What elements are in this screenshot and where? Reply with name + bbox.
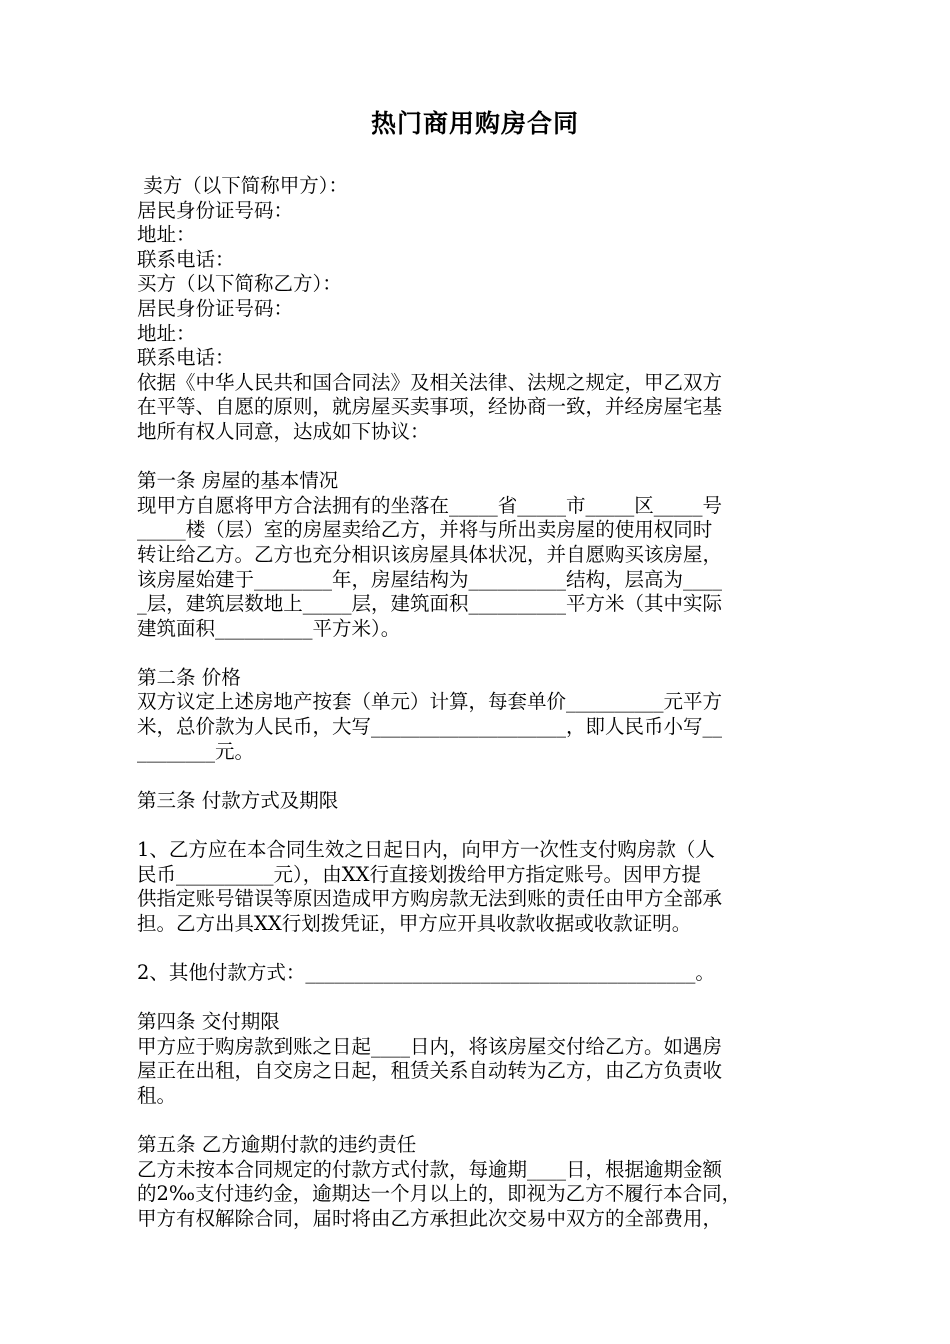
text-line: 屋正在出租，自交房之日起，租赁关系自动转为乙方，由乙方负责收 (137, 1059, 723, 1083)
text-line: 买方（以下简称乙方）： (137, 272, 342, 296)
blank-line (137, 936, 837, 961)
text-line: 地址： (137, 223, 196, 247)
text-line: 民币__________元），由XX行直接划拨给甲方指定账号。因甲方提 (137, 862, 702, 886)
text-line: ________元。 (137, 739, 255, 763)
text-line: 担。乙方出具XX行划拨凭证，甲方应开具收款收据或收款证明。 (137, 911, 692, 935)
text-line: 居民身份证号码： (137, 296, 294, 320)
blank-line (137, 813, 837, 838)
text-line: 地所有权人同意，达成如下协议： (137, 419, 430, 443)
text-line: 第三条 付款方式及期限 (137, 788, 339, 812)
text-line: 第一条 房屋的基本情况 (137, 469, 339, 493)
text-line: _层，建筑层数地上_____层，建筑面积__________平方米（其中实际 (137, 592, 723, 616)
text-line: 地址： (137, 321, 196, 345)
text-line: 租。 (137, 1083, 177, 1107)
text-line: 现甲方自愿将甲方合法拥有的坐落在_____省_____市_____区_____号 (137, 493, 723, 517)
text-line: 转让给乙方。乙方也充分相识该房屋具体状况，并自愿购买该房屋， (137, 542, 723, 566)
text-line: 米，总价款为人民币，大写____________________，即人民币小写__ (137, 715, 723, 739)
text-line: 建筑面积__________平方米）。 (137, 616, 401, 640)
text-line: 的2‰支付违约金，逾期达一个月以上的，即视为乙方不履行本合同， (137, 1182, 742, 1206)
text-line: 联系电话： (137, 247, 235, 271)
text-line: 1、乙方应在本合同生效之日起日内，向甲方一次性支付购房款（人 (137, 838, 715, 862)
text-line: 联系电话： (137, 346, 235, 370)
text-line: 甲方应于购房款到账之日起____日内，将该房屋交付给乙方。如遇房 (137, 1034, 723, 1058)
text-line: 居民身份证号码： (137, 198, 294, 222)
text-line: 依据《中华人民共和国合同法》及相关法律、法规之规定，甲乙双方 (137, 370, 723, 394)
text-line: 乙方未按本合同规定的付款方式付款，每逾期____日，根据逾期金额 (137, 1157, 723, 1181)
blank-line (137, 986, 837, 1011)
blank-line (137, 1109, 837, 1134)
blank-line (137, 641, 837, 666)
text-line: 第二条 价格 (137, 665, 241, 689)
text-line: 第五条 乙方逾期付款的违约责任 (137, 1133, 417, 1157)
text-line: 卖方（以下简称甲方）： (137, 174, 348, 197)
document-body (137, 174, 837, 1232)
text-line: 第四条 交付期限 (137, 1010, 280, 1034)
blank-line (137, 764, 837, 789)
text-line: 供指定账号错误等原因造成甲方购房款无法到账的责任由甲方全部承 (137, 887, 723, 911)
text-line: 2、其他付款方式：________________________________________。 (137, 961, 715, 984)
document-title: 热门商用购房合同 (370, 109, 579, 138)
text-line: 甲方有权解除合同，届时将由乙方承担此次交易中双方的全部费用， (137, 1206, 723, 1230)
text-line: 在平等、自愿的原则，就房屋买卖事项，经协商一致，并经房屋宅基 (137, 395, 723, 419)
blank-line (137, 445, 837, 470)
text-line: _____楼（层）室的房屋卖给乙方，并将与所出卖房屋的使用权同时 (137, 518, 713, 542)
text-line: 双方议定上述房地产按套（单元）计算，每套单价__________元平方 (137, 690, 723, 714)
text-line: 该房屋始建于________年，房屋结构为__________结构，层高为____ (137, 567, 723, 591)
